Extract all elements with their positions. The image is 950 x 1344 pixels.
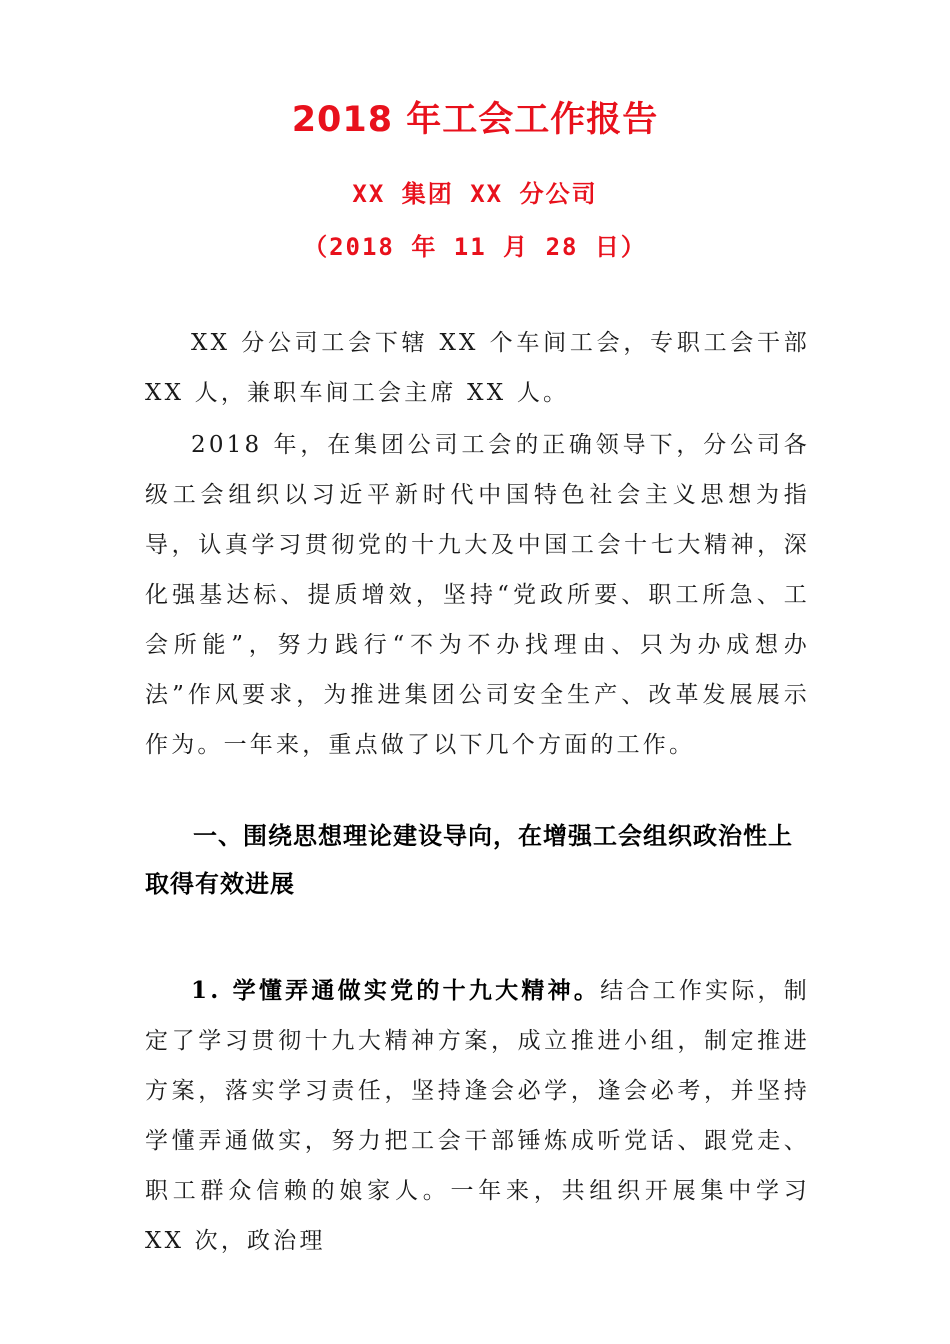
paragraph-text <box>145 966 810 1266</box>
intro-paragraph <box>145 318 810 418</box>
item-text: 结合工作实际，制定了学习贯彻十九大精神方案，成立推进小组，制定推进方案，落实学习责任，坚持逢会必学，逢会必考，并坚持学懂弄通做实，努力把工会干部锤炼成听党话、跟党走、职工群众信赖的娘家人。一年来，共组织开展集中学习 XX 次，政治理 <box>145 978 811 1254</box>
organization-name: XX 集团 XX 分公司 <box>352 180 598 208</box>
report-date: （2018 年 11 月 28 日） <box>303 233 647 261</box>
overview-paragraph <box>145 420 810 770</box>
section-item-paragraph <box>145 966 810 1266</box>
paragraph-text: XX 分公司工会下辖 XX 个车间工会，专职工会干部 XX 人，兼职车间工会主席 XX 人。 <box>145 330 810 406</box>
paragraph-text: 2018 年，在集团公司工会的正确领导下，分公司各级工会组织以习近平新时代中国特色社会主义思想为指导，认真学习贯彻党的十九大及中国工会十七大精神，深化强基达标、提质增效，坚持“党政所要、职工所急、工会所能”，努力践行“不为不办找理由、只为办成想办法”作风要求，为推进集团公司安全生产、改革发展展示作为。一年来，重点做了以下几个方面的工作。 <box>145 432 810 758</box>
section-heading-text: 一、围绕思想理论建设导向，在增强工会组织政治性上取得有效进展 <box>145 822 793 898</box>
item-lead: 1. 学懂弄通做实党的十九大精神。 <box>191 977 601 1004</box>
document-title: 2018 年工会工作报告 <box>291 100 659 140</box>
section-heading <box>145 812 815 908</box>
